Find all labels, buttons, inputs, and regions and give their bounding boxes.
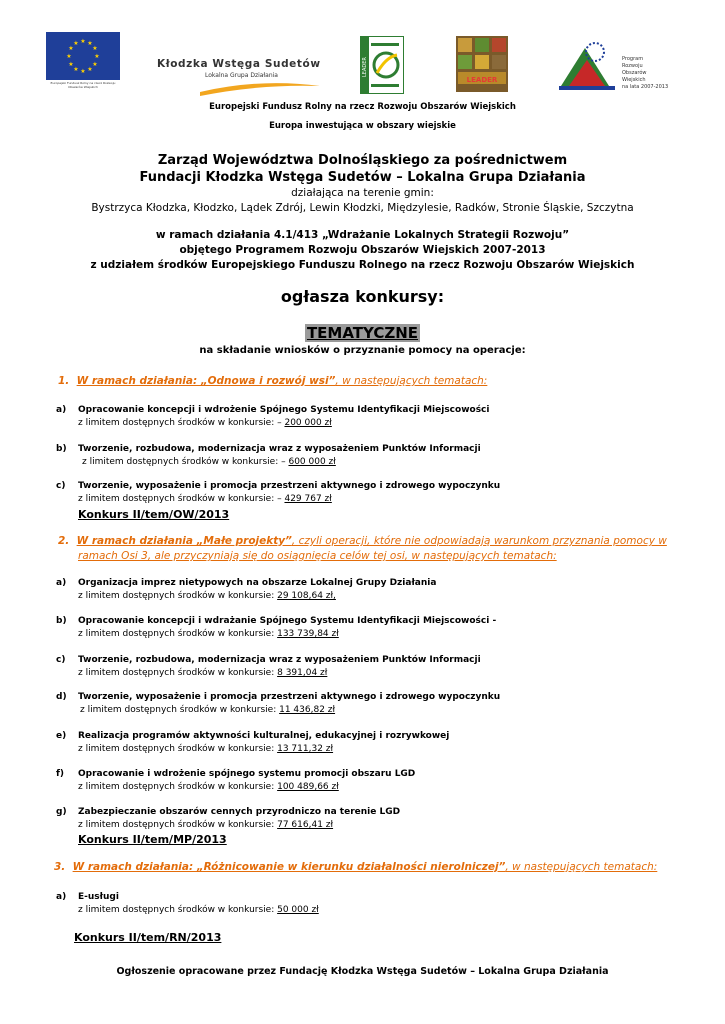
- item-limit: z limitem dostępnych środków w konkursie: 77 616,41 zł: [78, 820, 334, 830]
- section-2-heading: 2. W ramach działania „Małe projekty”, czyli operacji, które nie odpowiadają warunkom przyznania pomocy w: [58, 535, 667, 547]
- tematyczne-heading: TEMATYCZNE: [306, 324, 419, 342]
- tematyczne-wrap: [0, 323, 725, 342]
- subtitle: na składanie wniosków o przyznanie pomocy na operacje:: [199, 345, 526, 356]
- leader-text: LEADER: [362, 57, 368, 77]
- leader-logo: [360, 36, 404, 94]
- logo-bar: [0, 30, 725, 100]
- item-letter: f): [56, 769, 65, 779]
- eu-flag-logo: [46, 32, 120, 80]
- item-title: Organizacja imprez nietypowych na obszarze Lokalnej Grupy Działania: [78, 578, 437, 588]
- item-title: Tworzenie, rozbudowa, modernizacja wraz z wyposażeniem Punktów Informacji: [78, 655, 481, 665]
- item-letter: c): [56, 481, 66, 491]
- item-amount: 133 739,84 zł: [277, 629, 339, 639]
- svg-text:★: ★: [80, 68, 86, 75]
- item-amount: 200 000 zł: [284, 418, 332, 428]
- prow-caption: Program Rozwoju Obszarów Wiejskich na lata 2007-2013: [622, 56, 669, 90]
- intro-line-2: Fundacji Kłodzka Wstęga Sudetów – Lokalna Grupa Działania: [139, 170, 586, 185]
- item-letter: e): [56, 731, 67, 741]
- svg-text:★: ★: [80, 38, 86, 45]
- item-title: Zabezpieczanie obszarów cennych przyrodniczo na terenie LGD: [78, 807, 401, 817]
- item-title: Tworzenie, wyposażenie i promocja przestrzeni aktywnego i zdrowego wypoczynku: [78, 481, 501, 491]
- svg-text:★: ★: [68, 61, 74, 68]
- item-limit: z limitem dostępnych środków w konkursie: 29 108,64 zł,: [78, 591, 336, 601]
- item-letter: a): [56, 578, 67, 588]
- item-limit: z limitem dostępnych środków w konkursie: 133 739,84 zł: [78, 629, 339, 639]
- intro-line-5: w ramach działania 4.1/413 „Wdrażanie Lokalnych Strategii Rozwoju”: [155, 229, 570, 241]
- item-limit: z limitem dostępnych środków w konkursie: 11 436,82 zł: [80, 705, 336, 715]
- item-limit: z limitem dostępnych środków w konkursie: 13 711,32 zł: [78, 744, 334, 754]
- intro-line-7: z udziałem środków Europejskiego Funduszu Rolnego na rzecz Rozwoju Obszarów Wiejskich: [90, 259, 635, 271]
- leader-mosaic-text: LEADER: [466, 76, 498, 84]
- konkurs-code-3: Konkurs II/tem/RN/2013: [74, 931, 222, 944]
- svg-text:★: ★: [92, 45, 98, 52]
- item-limit: z limitem dostępnych środków w konkursie: – 600 000 zł: [82, 457, 336, 467]
- intro-line-1: Zarząd Województwa Dolnośląskiego za pośrednictwem: [157, 153, 568, 168]
- svg-text:★: ★: [87, 40, 93, 47]
- kws-logo-subtitle: Lokalna Grupa Działania: [205, 72, 278, 79]
- item-letter: a): [56, 892, 67, 902]
- item-amount: 11 436,82 zł: [279, 705, 336, 715]
- item-title: Opracowanie koncepcji i wdrażanie Spójnego Systemu Identyfikacji Miejscowości -: [78, 616, 497, 626]
- item-letter: d): [56, 692, 67, 702]
- item-amount: 50 000 zł: [277, 905, 319, 915]
- section-3-heading: 3. W ramach działania: „Różnicowanie w kierunku działalności nierolniczej”, w następujących tematach:: [54, 861, 658, 873]
- item-letter: b): [56, 616, 67, 626]
- svg-text:★: ★: [94, 53, 100, 60]
- item-limit: z limitem dostępnych środków w konkursie: – 429 767 zł: [78, 494, 332, 504]
- item-title: Realizacja programów aktywności kulturalnej, edukacyjnej i rozrywkowej: [78, 731, 450, 741]
- footer-note: Ogłoszenie opracowane przez Fundację Kłodzka Wstęga Sudetów – Lokalna Grupa Działania: [116, 966, 609, 977]
- item-amount: 8 391,04 zł: [277, 668, 328, 678]
- svg-text:★: ★: [87, 66, 93, 73]
- item-limit: z limitem dostępnych środków w konkursie: 100 489,66 zł: [78, 782, 339, 792]
- item-title: E-usługi: [78, 892, 119, 902]
- item-amount: 77 616,41 zł: [277, 820, 334, 830]
- kws-logo-title: Kłodzka Wstęga Sudetów: [157, 58, 321, 70]
- item-limit: z limitem dostępnych środków w konkursie: – 200 000 zł: [78, 418, 332, 428]
- svg-text:★: ★: [92, 61, 98, 68]
- item-letter: g): [56, 807, 67, 817]
- svg-text:★: ★: [68, 45, 74, 52]
- svg-text:★: ★: [73, 66, 79, 73]
- svg-text:★: ★: [73, 40, 79, 47]
- item-letter: c): [56, 655, 66, 665]
- svg-text:★: ★: [66, 53, 72, 60]
- eu-caption: Europejski Fundusz Rolny na rzecz Rozwoju Obszarów Wiejskich: [50, 81, 116, 89]
- item-letter: b): [56, 444, 67, 454]
- item-title: Opracowanie koncepcji i wdrożenie Spójnego Systemu Identyfikacji Miejscowości: [78, 405, 490, 415]
- section-1-heading: 1. W ramach działania: „Odnowa i rozwój wsi”, w następujących tematach:: [58, 375, 488, 387]
- section-2-heading-line-2: ramach Osi 3, ale przyczyniają się do osiągnięcia celów tej osi, w następujących tematach:: [78, 550, 557, 562]
- municipalities-line: Bystrzyca Kłodzka, Kłodzko, Lądek Zdrój, Lewin Kłodzki, Międzylesie, Radków, Stronie Śląskie, Szczytna: [91, 202, 634, 214]
- konkurs-code-1: Konkurs II/tem/OW/2013: [78, 508, 230, 521]
- motto-header: Europa inwestująca w obszary wiejskie: [269, 121, 456, 131]
- leader-mosaic-logo: [456, 36, 508, 92]
- item-title: Tworzenie, rozbudowa, modernizacja wraz z wyposażeniem Punktów Informacji: [78, 444, 481, 454]
- intro-line-6: objętego Programem Rozwoju Obszarów Wiejskich 2007-2013: [179, 244, 546, 256]
- item-letter: a): [56, 405, 67, 415]
- konkurs-code-2: Konkurs II/tem/MP/2013: [78, 833, 227, 846]
- item-amount: 13 711,32 zł: [277, 744, 334, 754]
- item-amount: 600 000 zł: [288, 457, 336, 467]
- item-title: Tworzenie, wyposażenie i promocja przestrzeni aktywnego i zdrowego wypoczynku: [78, 692, 501, 702]
- fund-header: Europejski Fundusz Rolny na rzecz Rozwoju Obszarów Wiejskich: [209, 102, 516, 112]
- item-limit: z limitem dostępnych środków w konkursie: 8 391,04 zł: [78, 668, 328, 678]
- kws-swoosh-icon: [200, 80, 320, 96]
- prow-logo: [555, 36, 619, 94]
- announce-heading: ogłasza konkursy:: [280, 287, 445, 306]
- item-limit: z limitem dostępnych środków w konkursie: 50 000 zł: [78, 905, 319, 915]
- item-amount: 100 489,66 zł: [277, 782, 339, 792]
- intro-line-3: działająca na terenie gmin:: [291, 187, 434, 199]
- item-amount: 29 108,64 zł,: [277, 591, 336, 601]
- item-amount: 429 767 zł: [284, 494, 332, 504]
- item-title: Opracowanie i wdrożenie spójnego systemu promocji obszaru LGD: [78, 769, 416, 779]
